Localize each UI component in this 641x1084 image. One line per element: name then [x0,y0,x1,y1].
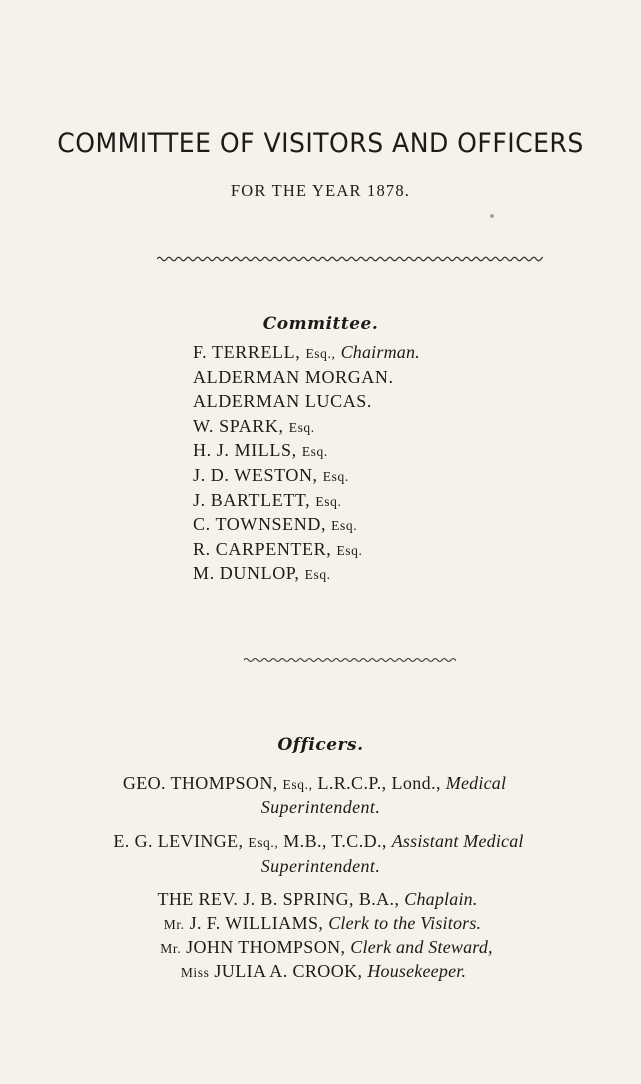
officer-name: JULIA A. CROOK, [214,961,363,981]
member-suffix: Esq. [304,567,331,583]
officer-suffix: Esq., [282,777,313,792]
member-suffix: Esq. [331,518,358,534]
officer-role: Chaplain. [404,889,478,909]
committee-list [193,340,420,586]
wavy-rule-middle [244,654,456,666]
officer-suffix: Esq., [248,835,279,850]
page-title: COMMITTEE OF VISITORS AND OFFICERS [57,128,584,159]
member-suffix: Esq. [301,444,328,460]
officer-line [0,856,641,877]
officer-role: Housekeeper. [367,961,467,981]
committee-member [193,512,420,537]
officer-prefix: Mr. [163,917,185,932]
officer-line [0,889,638,910]
member-name: R. CARPENTER, [193,538,332,559]
officer-prefix: Mr. [160,941,182,956]
member-name: J. BARTLETT, [193,489,311,510]
officer-name: GEO. THOMPSON, [122,773,278,793]
officer-role: Clerk to the Visitors. [328,913,482,933]
member-name: H. J. MILLS, [193,440,297,461]
officer-prefix: Miss [180,965,210,980]
officer-role: Clerk and Steward, [350,937,493,957]
member-suffix: Esq., [305,346,336,361]
committee-member [193,340,420,365]
committee-member [193,414,420,439]
page-subtitle: FOR THE YEAR 1878. [230,181,411,200]
member-role: Chairman. [340,342,420,362]
member-name: ALDERMAN MORGAN. [193,366,394,387]
member-name: W. SPARK, [193,415,284,436]
officer-line [0,831,639,852]
officer-line [0,797,641,818]
officer-name: THE REV. J. B. SPRING, B.A., [157,889,400,909]
officer-line [2,913,641,934]
member-name: M. DUNLOP, [193,563,300,584]
officer-role: Assistant Medical [391,831,524,851]
committee-member [193,365,420,390]
wavy-rule-top-path [157,257,543,261]
officer-line [6,937,641,958]
officer-name: E. G. LEVINGE, [113,831,244,851]
committee-member [193,463,420,488]
committee-member [193,561,420,586]
member-suffix: Esq. [322,468,349,484]
officers-heading: Officers. [277,735,364,755]
member-name: J. D. WESTON, [193,464,318,485]
member-name: ALDERMAN LUCAS. [193,391,373,412]
committee-member [193,438,420,463]
committee-member [193,389,420,414]
wavy-rule-middle-path [244,659,456,662]
officer-degrees: L.R.C.P., Lond., [317,773,441,793]
officer-name: J. F. WILLIAMS, [189,913,324,933]
officer-line [3,961,641,982]
member-suffix: Esq. [315,493,342,509]
wavy-rule-top [157,252,543,266]
officer-name: JOHN THOMPSON, [186,937,346,957]
committee-heading: Committee. [262,314,379,334]
speck-mark [490,214,494,218]
officer-role-continued: Superintendent. [260,856,381,876]
member-suffix: Esq. [336,542,363,558]
officer-line [0,773,635,794]
officer-degrees: M.B., T.C.D., [283,831,387,851]
member-name: F. TERRELL, [193,342,301,362]
committee-member [193,537,420,562]
committee-member [193,488,420,513]
member-name: C. TOWNSEND, [193,514,327,535]
officer-role-continued: Superintendent. [260,797,381,817]
officer-role: Medical [445,773,507,793]
member-suffix: Esq. [288,419,315,435]
